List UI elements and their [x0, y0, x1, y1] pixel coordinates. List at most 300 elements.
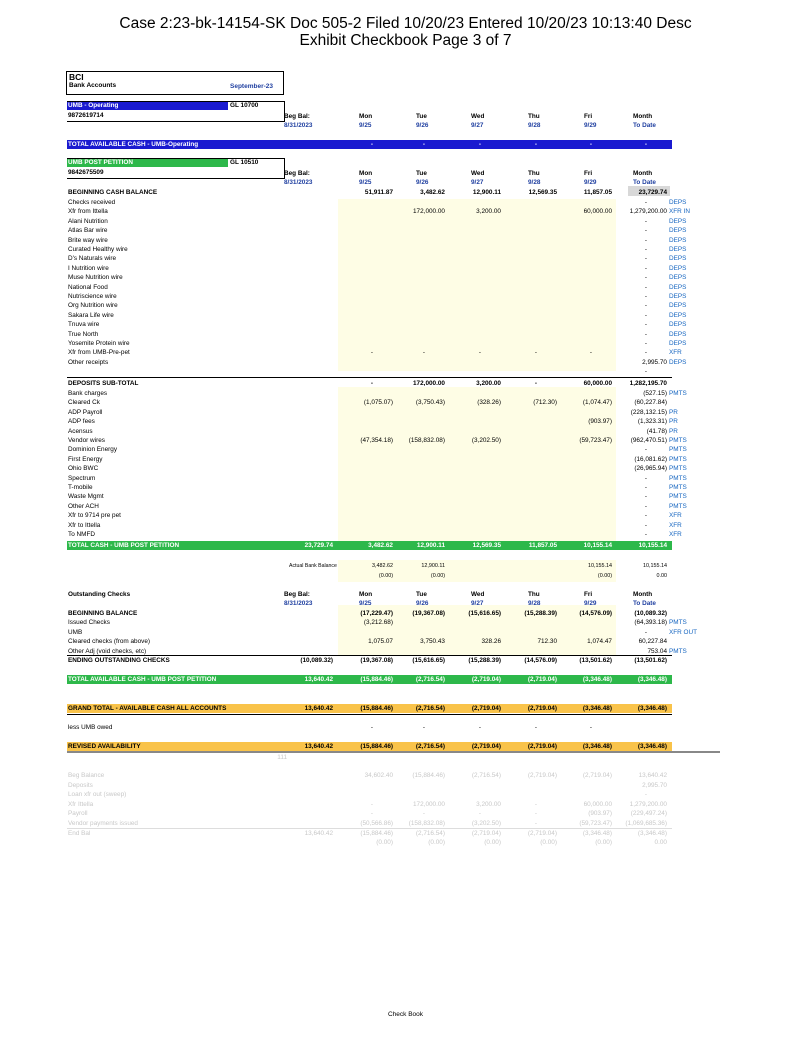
- cell-value: 23,729.74: [638, 189, 667, 196]
- cell-value: (3,346.48): [637, 829, 667, 837]
- deposit-row: [67, 283, 687, 292]
- cell-value: (15,884.46): [360, 829, 393, 837]
- cell-value: 3,750.43: [420, 638, 445, 646]
- row-label: 9842675509: [68, 169, 104, 176]
- column-header: Month: [633, 591, 653, 598]
- row-label: Cleared Ck: [68, 399, 100, 407]
- deposit-row: [67, 207, 690, 216]
- court-header-line2: Exhibit Checkbook Page 3 of 7: [299, 32, 512, 49]
- faint-summary-row: [67, 809, 670, 818]
- category-tag: PMTS: [669, 437, 687, 444]
- row-label: ADP Payroll: [68, 408, 103, 416]
- umb-operating-box-top: [67, 101, 284, 102]
- row-label: Xfr Ittella: [68, 800, 94, 808]
- column-header: 9/27: [471, 122, 484, 129]
- row-label: Issued Checks: [68, 619, 110, 627]
- payment-row: [67, 483, 687, 492]
- cell-value: -: [644, 246, 648, 253]
- umb-post-headers: [67, 169, 670, 178]
- title-box: [66, 71, 284, 95]
- deposit-row: [67, 301, 687, 310]
- outstanding-headers: [67, 590, 670, 599]
- cell-value: 60,227.84: [638, 638, 667, 646]
- cell-value: (903.97): [588, 810, 612, 818]
- cell-value: -: [644, 283, 648, 291]
- cell-value: -: [534, 724, 538, 731]
- cell-value: -: [370, 800, 374, 808]
- cell-value: (64,393.18): [634, 619, 667, 627]
- column-header: 8/31/2023: [284, 179, 313, 186]
- cell-value: 13,640.42: [638, 772, 667, 779]
- column-header: Fri: [584, 170, 593, 177]
- category-tag: DEPS: [669, 264, 687, 272]
- cell-value: 3,482.62: [420, 189, 445, 196]
- category-tag: PMTS: [669, 474, 687, 482]
- beginning-cash-row: [67, 188, 670, 197]
- cell-value: (17,229.47): [360, 610, 393, 617]
- column-header: Tue: [416, 113, 427, 120]
- row-label: Bank charges: [68, 390, 108, 397]
- deposit-row: [67, 320, 687, 329]
- deposit-row: [67, 339, 687, 348]
- bar-value: 23,729.74: [304, 542, 333, 549]
- faint-summary-row: [67, 800, 670, 809]
- cell-value: -: [644, 236, 648, 244]
- cell-value: 60,000.00: [583, 380, 612, 387]
- category-tag: DEPS: [669, 274, 687, 282]
- column-header: Wed: [471, 113, 485, 120]
- umb-post-box-top: [67, 158, 284, 159]
- bar-value: (15,884.46): [360, 743, 393, 750]
- row-label: ADP fees: [68, 418, 95, 426]
- row-label: ENDING OUTSTANDING CHECKS: [68, 657, 170, 664]
- cell-value: 12,900.11: [472, 189, 501, 196]
- category-tag: XFR: [669, 531, 682, 538]
- column-header: 9/29: [584, 122, 597, 129]
- cell-value: (0.00): [484, 839, 501, 847]
- revised-availability-bar: [67, 742, 672, 751]
- cell-value: -: [644, 274, 648, 282]
- column-header: Beg Bal:: [284, 113, 310, 120]
- faint-summary-row: [67, 819, 670, 828]
- cell-value: (2,716.54): [471, 772, 501, 779]
- cell-value: (2,716.54): [415, 829, 445, 837]
- cell-value: 12,569.35: [528, 189, 557, 196]
- cell-value: (14,576.09): [579, 610, 612, 617]
- bar-value: -: [370, 141, 374, 148]
- row-label: Nutriscience wire: [68, 293, 117, 300]
- umb-operating-total-bar: [67, 140, 672, 149]
- column-header: Mon: [359, 113, 373, 120]
- cell-value: 60,000.00: [583, 800, 612, 808]
- cell-value: 0.00: [654, 839, 667, 847]
- cell-value: -: [644, 340, 648, 347]
- category-tag: DEPS: [669, 283, 687, 291]
- cell-value: -: [644, 217, 648, 225]
- cell-value: (1,323.31): [637, 418, 667, 426]
- cell-value: -: [644, 330, 648, 338]
- row-label: Brite way wire: [68, 236, 108, 244]
- column-header: Thu: [528, 170, 540, 177]
- cell-value: -: [422, 810, 426, 818]
- column-header: Thu: [528, 591, 540, 598]
- outstanding-row: [67, 637, 670, 646]
- category-tag: PR: [669, 408, 678, 416]
- bar-value: 12,900.11: [416, 542, 445, 549]
- row-label: Other ACH: [68, 502, 99, 510]
- row-label: Acensus: [68, 427, 93, 435]
- cell-value: -: [644, 293, 648, 300]
- cell-value: (1,075.07): [363, 399, 393, 407]
- payment-row: [67, 474, 687, 483]
- cell-value: (527.15): [643, 390, 667, 397]
- row-label: Dominion Energy: [68, 446, 118, 454]
- bar-label: REVISED AVAILABILITY: [68, 743, 141, 750]
- payment-row: [67, 408, 678, 417]
- payment-row: [67, 417, 678, 426]
- category-tag: PMTS: [669, 446, 687, 454]
- deposit-row: [67, 226, 687, 235]
- cell-value: -: [478, 724, 482, 731]
- bar-value: (2,719.04): [471, 676, 501, 683]
- column-header: 9/28: [528, 122, 541, 129]
- row-label: Loan xfr out (sweep): [68, 791, 127, 799]
- payment-row: [67, 436, 687, 445]
- cell-value: (158,832.08): [408, 437, 445, 444]
- column-header: 9/27: [471, 179, 484, 186]
- cell-value: -: [644, 349, 648, 357]
- cell-value: -: [644, 531, 648, 538]
- faint-summary-row: [67, 771, 670, 780]
- company-name: BCI: [69, 72, 84, 82]
- court-header-line1: Case 2:23-bk-14154-SK Doc 505-2 Filed 10/20/23 Entered 10/20/23 10:13:40 Desc: [119, 15, 692, 32]
- cell-value: -: [370, 724, 374, 731]
- category-tag: DEPS: [669, 199, 687, 206]
- cell-value: -: [478, 810, 482, 818]
- bar-value: (3,346.48): [582, 705, 612, 712]
- bar-value: (2,716.54): [415, 676, 445, 683]
- column-header: Mon: [359, 170, 373, 177]
- row-label: To NMFD: [68, 531, 95, 538]
- payment-row: [67, 427, 678, 436]
- column-header: Thu: [528, 113, 540, 120]
- total-available-post-bar: [67, 675, 672, 684]
- faint-marker-text: 111: [277, 754, 287, 761]
- deposit-row: [67, 358, 687, 367]
- row-label: BEGINNING BALANCE: [68, 610, 138, 617]
- cell-value: (2,719.04): [527, 829, 557, 837]
- category-tag: PR: [669, 418, 678, 426]
- category-tag: DEPS: [669, 321, 687, 329]
- cell-value: 2,995.70: [642, 358, 667, 366]
- cell-value: -: [644, 302, 648, 310]
- column-header: Fri: [584, 113, 593, 120]
- row-label: Xfr from Ittella: [68, 208, 108, 216]
- bar-value: 12,569.35: [472, 542, 501, 549]
- payment-row: [67, 455, 687, 464]
- bar-value: 11,857.05: [528, 542, 557, 549]
- deposit-row: [67, 254, 687, 263]
- payment-row: [67, 511, 682, 520]
- outstanding-divider: [67, 655, 672, 656]
- cell-value: (3,750.43): [415, 399, 445, 407]
- cell-value: 51,911.87: [364, 189, 393, 196]
- cell-value: (15,288.39): [524, 610, 557, 617]
- category-tag: PMTS: [669, 484, 687, 491]
- actual-bank-row: [67, 562, 670, 571]
- deposit-row: [67, 348, 682, 357]
- column-header: 9/26: [416, 179, 429, 186]
- category-tag: DEPS: [669, 302, 687, 310]
- grand-total-underline: [67, 714, 672, 715]
- cell-value: (0.00): [378, 573, 393, 579]
- cell-value: -: [644, 199, 648, 206]
- bar-value: (3,346.48): [637, 676, 667, 683]
- cell-value: (1,069,685.36): [625, 820, 667, 827]
- category-tag: PMTS: [669, 502, 687, 510]
- cell-value: 10,155.14: [643, 563, 667, 569]
- bar-label: TOTAL AVAILABLE CASH - UMB-Operating: [68, 141, 199, 148]
- deposit-row: [67, 217, 687, 226]
- title-month: September-23: [230, 83, 273, 90]
- cell-value: -: [534, 349, 538, 357]
- row-label: Xfr to Ittella: [68, 521, 101, 529]
- payment-row: [67, 521, 682, 530]
- cell-value: -: [370, 810, 374, 818]
- bar-value: (15,884.46): [360, 705, 393, 712]
- row-label: Curated Healthy wire: [68, 246, 128, 253]
- cell-value: (13,501.62): [634, 657, 667, 664]
- row-label: Org Nutrition wire: [68, 302, 118, 310]
- row-label: Sakara Life wire: [68, 311, 114, 319]
- deposit-row: [67, 273, 687, 282]
- bar-value: 3,482.62: [368, 542, 393, 549]
- column-header: Month: [633, 113, 653, 120]
- row-label: Payroll: [68, 810, 88, 818]
- column-header: To Date: [633, 122, 656, 129]
- cell-value: -: [478, 349, 482, 357]
- row-label: D's Naturals wire: [68, 255, 117, 263]
- cell-value: (0.00): [430, 573, 445, 579]
- deposit-row: [67, 198, 687, 207]
- umb-operating-name: UMB - Operating: [67, 102, 228, 110]
- cell-value: (903.97): [588, 418, 612, 426]
- cell-value: -: [644, 255, 648, 263]
- payment-row: [67, 464, 687, 473]
- bar-value: -: [644, 141, 648, 148]
- deposit-row: [67, 292, 687, 301]
- bar-value: (2,716.54): [415, 705, 445, 712]
- category-tag: PMTS: [669, 390, 687, 397]
- row-label: Other Adj (void checks, etc): [68, 647, 147, 655]
- cell-value: -: [644, 311, 648, 319]
- row-label: End Bal: [68, 829, 91, 837]
- bar-value: 10,155.14: [638, 542, 667, 549]
- cell-value: 0.00: [656, 573, 667, 579]
- row-label: Cleared checks (from above): [68, 638, 151, 646]
- cell-value: (47,354.18): [360, 437, 393, 444]
- category-tag: PR: [669, 427, 678, 435]
- cell-value: (2,719.04): [582, 772, 612, 779]
- deposits-subtotal-row: [67, 379, 670, 388]
- cell-value: (328.26): [477, 399, 501, 407]
- cell-value: (228,132.15): [630, 408, 667, 416]
- cell-value: (15,616.65): [412, 657, 445, 664]
- cell-value: (60,227.84): [634, 399, 667, 407]
- cell-value: -: [370, 349, 374, 357]
- cell-value: -: [534, 810, 538, 818]
- cell-value: 2,995.70: [642, 781, 667, 789]
- bar-label: TOTAL CASH - UMB POST PETITION: [68, 542, 180, 549]
- cell-value: 3,482.62: [372, 563, 393, 569]
- row-label: Xfr from UMB-Pre-pet: [68, 349, 130, 357]
- row-label: UMB: [68, 628, 83, 636]
- row-label: I Nutrition wire: [68, 264, 109, 272]
- cell-value: 11,857.05: [583, 189, 612, 196]
- outstanding-row: [67, 656, 670, 665]
- cell-value: 60,000.00: [583, 208, 612, 216]
- outstanding-row: [67, 609, 670, 618]
- category-tag: XFR OUT: [669, 628, 698, 636]
- category-tag: DEPS: [669, 217, 687, 225]
- category-tag: DEPS: [669, 255, 687, 263]
- bar-value: (3,346.48): [582, 676, 612, 683]
- faint-divider: [67, 828, 672, 829]
- category-tag: DEPS: [669, 227, 687, 235]
- row-label: DEPOSITS SUB-TOTAL: [68, 380, 139, 387]
- category-tag: PMTS: [669, 493, 687, 501]
- category-tag: XFR: [669, 512, 682, 520]
- title-subtitle: Bank Accounts: [69, 82, 117, 89]
- category-tag: DEPS: [669, 293, 687, 300]
- row-label: Beg Balance: [68, 772, 105, 779]
- outstanding-row: [67, 618, 687, 627]
- cell-value: 3,200.00: [476, 380, 501, 387]
- actual-bank-label: Actual Bank Balance: [289, 563, 337, 569]
- cell-value: -: [422, 724, 426, 731]
- cell-value: -: [534, 820, 538, 827]
- deposits-divider: [67, 377, 672, 378]
- category-tag: DEPS: [669, 236, 687, 244]
- column-header: Wed: [471, 170, 485, 177]
- bar-label: TOTAL AVAILABLE CASH - UMB POST PETITION: [68, 676, 217, 683]
- page-footer: Check Book: [387, 1011, 424, 1018]
- cell-value: 753.04: [647, 647, 667, 655]
- category-tag: XFR: [669, 349, 682, 357]
- category-tag: DEPS: [669, 340, 687, 347]
- row-label: Tnuva wire: [68, 321, 100, 329]
- deposit-row: [67, 367, 670, 376]
- faint-summary-row: [67, 838, 670, 847]
- cell-value: 172,000.00: [413, 208, 445, 216]
- cell-value: (3,202.50): [471, 437, 501, 444]
- payment-row: [67, 502, 687, 511]
- row-label: Xfr to 9714 pre pet: [68, 512, 121, 520]
- category-tag: DEPS: [669, 358, 687, 366]
- row-label: National Food: [68, 283, 108, 291]
- row-label: BEGINNING CASH BALANCE: [68, 189, 158, 196]
- cell-value: 1,282,195.70: [629, 380, 667, 387]
- cell-value: -: [644, 227, 648, 235]
- umb-operating-headers: [67, 112, 670, 121]
- bar-value: (3,346.48): [582, 743, 612, 750]
- outstanding-title-text: Outstanding Checks: [68, 591, 131, 598]
- column-header: To Date: [633, 179, 656, 186]
- cell-value: 1,074.47: [587, 638, 612, 646]
- row-label: less UMB owed: [68, 724, 113, 731]
- cell-value: (3,202.50): [471, 820, 501, 827]
- category-tag: DEPS: [669, 246, 687, 253]
- bar-value: -: [478, 141, 482, 148]
- cell-value: (19,367.08): [360, 657, 393, 664]
- cell-value: (10,089.32): [300, 657, 333, 664]
- row-label: Deposits: [68, 781, 93, 789]
- row-label: Alani Nutrition: [68, 217, 108, 225]
- cell-value: (15,288.39): [468, 657, 501, 664]
- bar-value: 10,155.14: [583, 542, 612, 549]
- bar-value: (2,719.04): [471, 743, 501, 750]
- column-header: Beg Bal:: [284, 170, 310, 177]
- cell-value: 1,279,200.00: [629, 800, 667, 808]
- category-tag: PMTS: [669, 619, 687, 627]
- cell-value: (3,346.48): [582, 829, 612, 837]
- column-header: Wed: [471, 591, 485, 598]
- cell-value: (0.00): [597, 573, 612, 579]
- cell-value: (15,884.46): [412, 772, 445, 779]
- cell-value: -: [644, 474, 648, 482]
- payment-row: [67, 445, 687, 454]
- bar-value: (2,716.54): [415, 743, 445, 750]
- payment-row: [67, 398, 670, 407]
- column-header: 9/25: [359, 122, 372, 129]
- outstanding-subheaders: [67, 599, 670, 608]
- category-tag: XFR: [669, 521, 682, 529]
- cell-value: 34,602.40: [364, 772, 393, 779]
- deposit-row: [67, 264, 687, 273]
- cell-value: -: [644, 493, 648, 501]
- faint-marker: [67, 753, 670, 762]
- cell-value: (50,566.86): [360, 820, 393, 827]
- column-header: To Date: [633, 600, 656, 607]
- bar-label: GRAND TOTAL - AVAILABLE CASH ALL ACCOUNTS: [68, 705, 227, 712]
- cell-value: -: [422, 349, 426, 357]
- bar-value: 13,640.42: [304, 705, 333, 712]
- cell-value: -: [589, 724, 593, 731]
- faint-summary-row: [67, 829, 670, 838]
- cell-value: (158,832.08): [408, 820, 445, 827]
- cell-value: (0.00): [376, 839, 393, 847]
- column-header: Month: [633, 170, 653, 177]
- column-header: 9/27: [471, 600, 484, 607]
- cell-value: -: [644, 484, 648, 491]
- row-label: First Energy: [68, 455, 103, 463]
- row-label: Other receipts: [68, 358, 109, 366]
- cell-value: -: [644, 512, 648, 520]
- row-label: T-mobile: [68, 484, 93, 491]
- row-label: Atlas Bar wire: [68, 227, 108, 235]
- row-label: True North: [68, 330, 99, 338]
- cell-value: -: [644, 791, 648, 799]
- row-label: Ohio BWC: [68, 465, 99, 473]
- row-label: Vendor wires: [68, 437, 105, 444]
- row-label: Vendor payments issued: [68, 820, 138, 827]
- category-tag: XFR IN: [669, 208, 690, 216]
- cell-value: (41.78): [646, 427, 667, 435]
- row-label: Yosemite Protein wire: [68, 340, 130, 347]
- bar-value: (3,346.48): [637, 743, 667, 750]
- cell-value: -: [644, 502, 648, 510]
- umb-operating-subheaders: [67, 121, 670, 130]
